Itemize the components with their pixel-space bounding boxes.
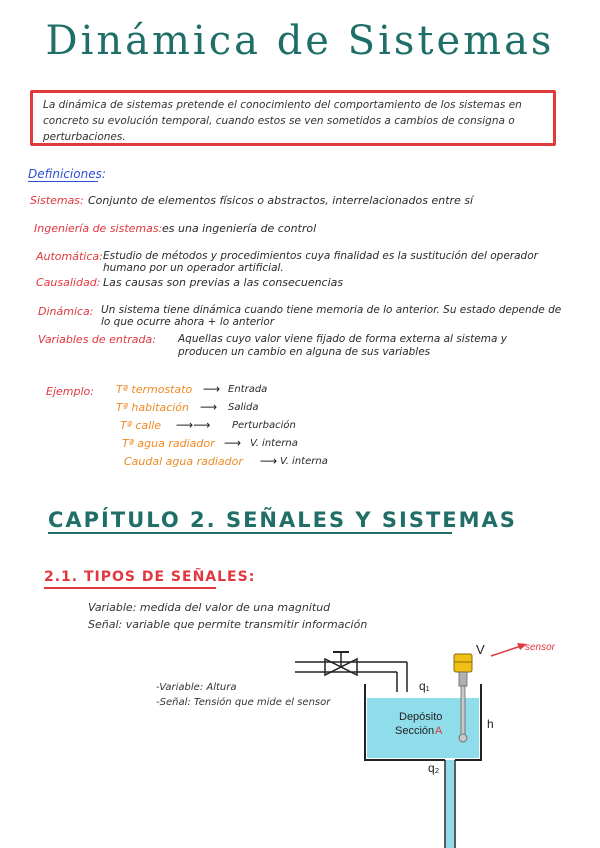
- arrow-right-icon: ⟶: [203, 382, 221, 396]
- def-term-variables-entrada: Variables de entrada:: [38, 333, 156, 346]
- chapter-underline: [48, 532, 452, 534]
- inflow-pipe: [295, 662, 407, 692]
- chapter-title: CAPÍTULO 2. SEÑALES Y SISTEMAS: [48, 508, 517, 532]
- label-tank: Depósito: [399, 711, 443, 723]
- arrow-right-icon: ⟶: [224, 436, 242, 450]
- label-voltage: V: [476, 642, 485, 657]
- sensor-arrow: [491, 646, 521, 656]
- diagram-note-variable: -Variable: Altura: [156, 682, 237, 693]
- example-result-4: V. interna: [250, 438, 298, 449]
- example-result-2: Salida: [228, 402, 259, 413]
- def-term-sistemas: Sistemas:: [30, 194, 84, 207]
- page-title: Dinámica de Sistemas: [45, 18, 555, 64]
- example-result-5: V. interna: [280, 456, 328, 467]
- definitions-underline: [28, 181, 98, 182]
- def-term-automatica: Automática:: [36, 250, 103, 263]
- label-section: Sección: [395, 725, 435, 737]
- arrow-right-icon: ⟶⟶: [176, 418, 211, 432]
- label-height: h: [487, 717, 494, 731]
- outflow-pipe: [445, 760, 455, 848]
- def-text-automatica: Estudio de métodos y procedimientos cuya finalidad es la sustitución del operador: [103, 250, 538, 262]
- arrow-right-icon: ⟶: [200, 400, 218, 414]
- signal-def-variable: Variable: medida del valor de una magnitud: [88, 601, 331, 614]
- definitions-heading: Definiciones:: [28, 167, 106, 181]
- example-var-5: Caudal agua radiador: [124, 455, 243, 468]
- label-section-var: A: [435, 725, 443, 737]
- tank-diagram: [295, 634, 595, 848]
- label-outflow: q₂: [428, 761, 440, 775]
- def-term-causalidad: Causalidad:: [36, 276, 101, 289]
- example-var-4: Tª agua radiador: [122, 437, 215, 450]
- diagram-note-senal: -Señal: Tensión que mide el sensor: [156, 697, 331, 708]
- label-sensor: sensor: [525, 642, 556, 653]
- def-term-dinamica: Dinámica:: [38, 305, 94, 318]
- signal-def-senal: Señal: variable que permite transmitir información: [88, 618, 368, 631]
- def-text-dinamica-2: lo que ocurre ahora + lo anterior: [101, 316, 275, 328]
- section-title: 2.1. TIPOS DE SEÑALES:: [44, 569, 256, 585]
- def-text-ingenieria: es una ingeniería de control: [162, 222, 317, 235]
- example-var-3: Tª calle: [120, 419, 162, 432]
- def-text-automatica-2: humano por un operador artificial.: [103, 262, 284, 274]
- example-var-2: Tª habitación: [116, 401, 190, 414]
- def-text-causalidad: Las causas son previas a las consecuencias: [103, 276, 344, 289]
- def-text-variables-entrada: Aquellas cuyo valor viene fijado de forma externa al sistema y: [178, 333, 507, 345]
- def-term-ingenieria: Ingeniería de sistemas:: [34, 222, 163, 235]
- label-inflow: q₁: [419, 679, 430, 693]
- def-text-dinamica: Un sistema tiene dinámica cuando tiene memoria de lo anterior. Su estado depende de: [101, 304, 562, 316]
- example-result-3: Perturbación: [232, 420, 296, 431]
- example-result-1: Entrada: [228, 384, 268, 395]
- intro-text: La dinámica de sistemas pretende el conocimiento del comportamiento de los sistemas en concreto su evolución temporal, cuando estos se ven sometidos a cambios de consigna o perturbaciones.: [43, 99, 522, 143]
- example-var-1: Tª termostato: [116, 383, 193, 396]
- def-text-sistemas: Conjunto de elementos físicos o abstractos, interrelacionados entre sí: [88, 194, 474, 207]
- section-underline: [44, 587, 216, 589]
- def-text-variables-entrada-2: producen un cambio en alguna de sus variables: [178, 346, 431, 358]
- intro-box: [30, 90, 556, 146]
- example-label: Ejemplo:: [46, 385, 94, 398]
- arrow-right-icon: ⟶: [260, 454, 278, 468]
